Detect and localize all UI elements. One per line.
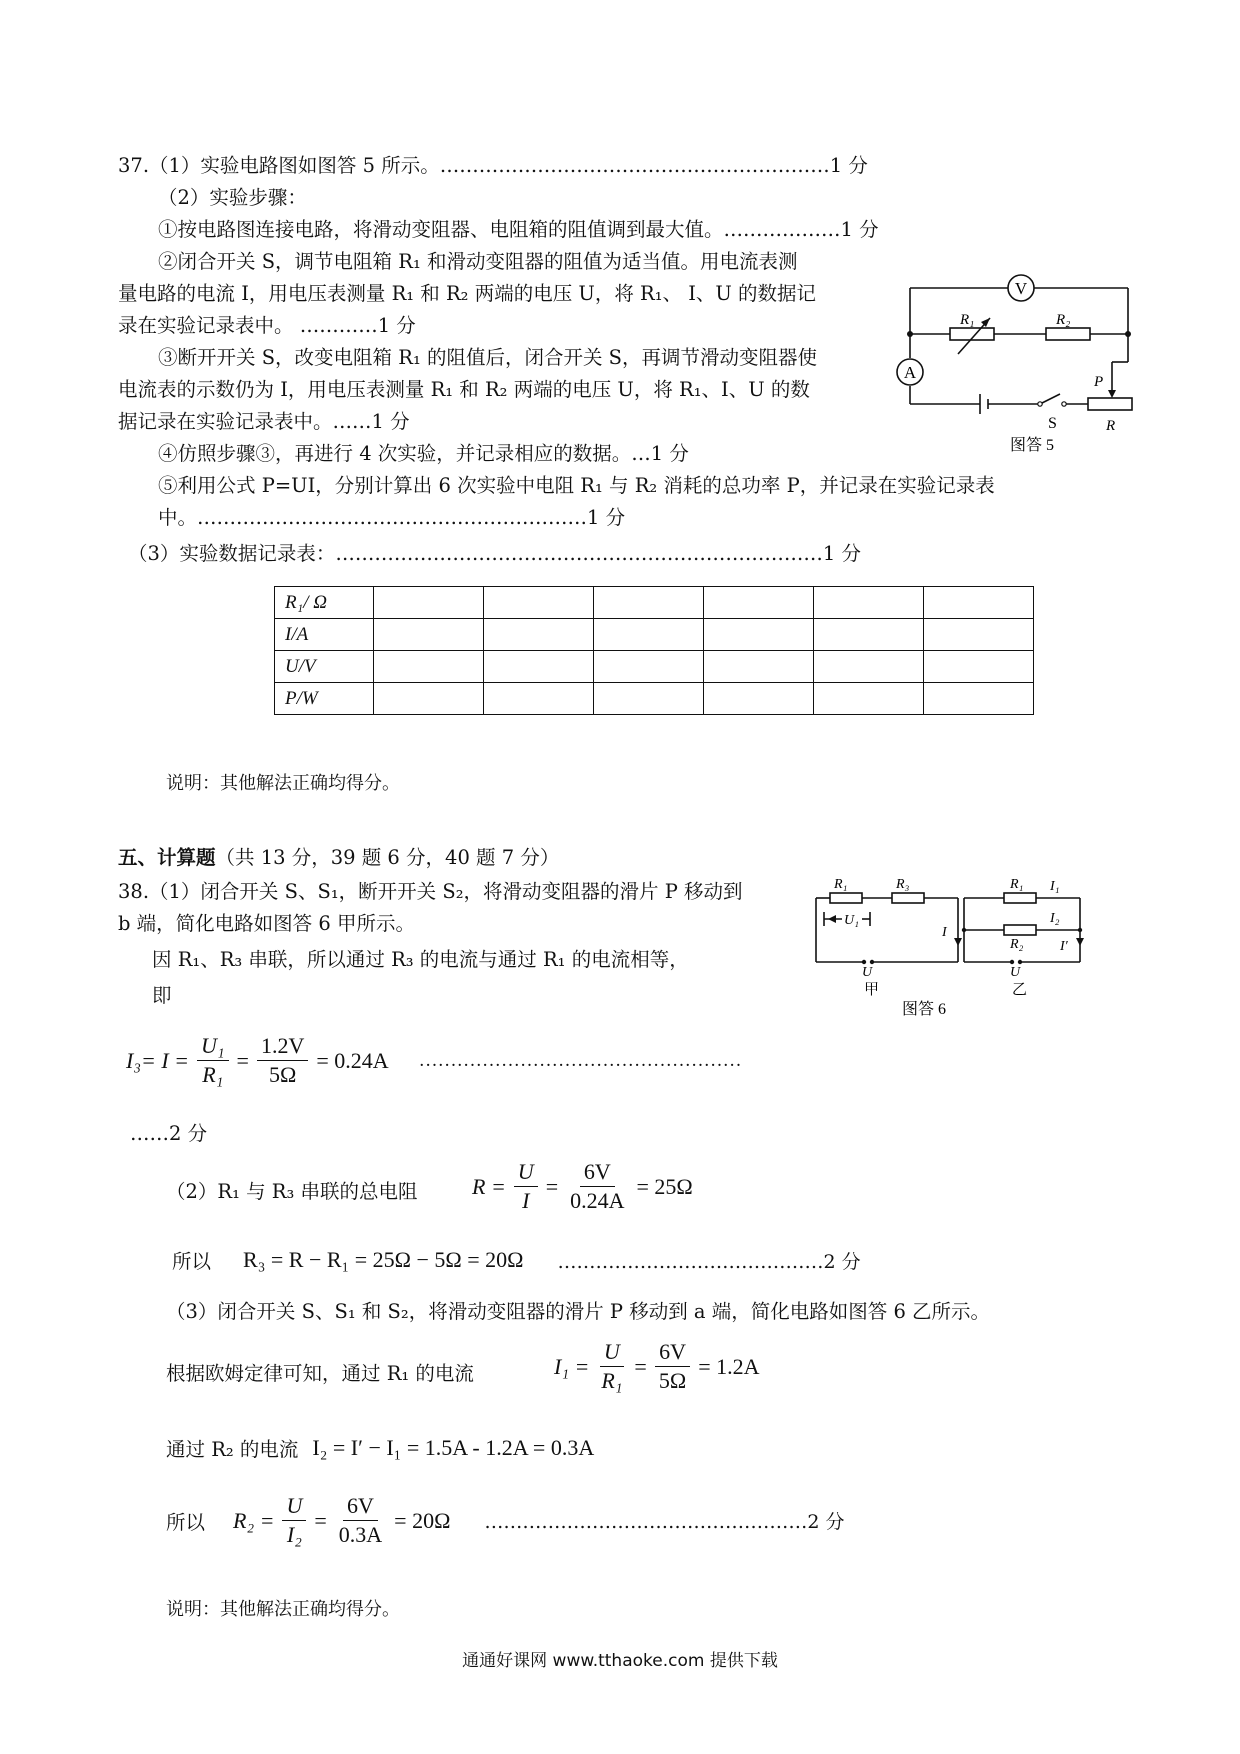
fig5-p-label: P <box>1094 374 1104 390</box>
eq1-num2: 1.2V <box>257 1032 308 1061</box>
fig6-u-label-yi: U <box>1010 965 1021 980</box>
eq1-lhs: I₃= I = <box>126 1047 189 1073</box>
q38-note: 说明：其他解法正确均得分。 <box>166 1599 400 1620</box>
fig5-s-label: S <box>1048 415 1057 432</box>
q37-step1: ①按电路图连接电路，将滑动变阻器、电阻箱的阻值调到最大值。………………1 分 <box>158 218 879 241</box>
page-footer: 通通好课网 www.tthaoke.com 提供下载 <box>462 1651 778 1671</box>
fig6-iprime-label: I′ <box>1060 939 1068 954</box>
q38-part1-line4: 即 <box>152 984 172 1007</box>
eq6-num1: U <box>282 1492 306 1521</box>
eq1-den1: R₁ <box>202 1062 224 1087</box>
table-row-label: P/W <box>275 683 374 715</box>
q38-part3: （3）闭合开关 S、S₁ 和 S₂，将滑动变阻器的滑片 P 移动到 a 端，简化电路如图答 6 乙所示。 <box>166 1300 991 1323</box>
eq6-num2: 6V <box>343 1492 378 1521</box>
eq5-text: 通过 R₂ 的电流 <box>166 1438 299 1461</box>
fig6-u1-label: U₁ <box>844 913 859 928</box>
fig6-jia-label: 甲 <box>864 982 880 998</box>
q37-step2-line1: ②闭合开关 S，调节电阻箱 R₁ 和滑动变阻器的阻值为适当值。用电流表测 <box>158 250 798 273</box>
q37-step2-line3: 录在实验记录表中。 …………1 分 <box>118 314 416 337</box>
q37-note: 说明：其他解法正确均得分。 <box>166 773 400 794</box>
eq4-result: = 1.2A <box>698 1353 760 1379</box>
q37-step3-line1: ③断开开关 S，改变电阻箱 R₁ 的阻值后，闭合开关 S，再调节滑动变阻器使 <box>158 346 818 369</box>
table-row-label: I/A <box>275 619 374 651</box>
equation-r-total: R = $\frac{U}{I}$ = $\frac{6V}{0.24A}$ = 25Ω <box>472 1159 693 1213</box>
table-row <box>275 619 1034 651</box>
fig6-i-label: I <box>942 925 947 940</box>
fig6-yi-label: 乙 <box>1012 982 1028 998</box>
eq4-den1: R₁ <box>601 1368 623 1393</box>
eq2-num2: 6V <box>580 1158 615 1187</box>
section-five-heading <box>118 842 559 874</box>
equation-i3: I₃= I = $\frac{\text{U₁}}{\text{R₁}}$ = $\frac{1.2V}{5\Omega}$ = 0.24A …………………………………………… <box>126 1033 742 1087</box>
fig5-r2-label: R₂ <box>1056 312 1071 328</box>
equation-r3 <box>172 1246 861 1274</box>
eq2-den2: 0.24A <box>570 1188 625 1213</box>
equation-r2: 所以 R₂ = $\frac{U}{\text{I₂}}$ = $\frac{6V}{0.3A}$ = 20Ω ……………………………………………2 分 <box>166 1493 845 1547</box>
eq6-prefix: 所以 <box>166 1510 206 1534</box>
fig5-r-label: R <box>1106 418 1116 434</box>
eq2-lhs: R = <box>472 1173 506 1199</box>
eq2-num1: U <box>514 1158 538 1187</box>
eq6-lhs: R₂ = <box>233 1507 275 1533</box>
eq1-result: = 0.24A <box>316 1047 389 1073</box>
q37-part1: 37.（1）实验电路图如图答 5 所示。……………………………………………………1 分 <box>118 154 868 177</box>
q37-step3-line3: 据记录在实验记录表中。……1 分 <box>118 410 410 433</box>
q37-part2-heading: （2）实验步骤： <box>158 186 307 209</box>
eq3-prefix: 所以 <box>172 1250 212 1273</box>
fig6-i1-label: I₁ <box>1050 879 1060 894</box>
eq1-den2: 5Ω <box>268 1062 297 1087</box>
eq3-body: R₃ = R − R₁ = 25Ω − 5Ω = 20Ω <box>243 1247 524 1272</box>
q38-part1-line1: 38.（1）闭合开关 S、S₁，断开开关 S₂，将滑动变阻器的滑片 P 移动到 <box>118 880 743 903</box>
eq5-body: I₂ = I′ − I₁ = 1.5A - 1.2A = 0.3A <box>312 1435 595 1460</box>
eq1-num1: U₁ <box>197 1032 229 1061</box>
table-row <box>275 587 1034 619</box>
eq4-num1: U <box>600 1338 624 1367</box>
fig6-u-label-jia: U <box>862 965 873 980</box>
section-five-points: （共 13 分，39 题 6 分，40 题 7 分） <box>215 846 560 869</box>
fig6-i2-label: I₂ <box>1050 911 1060 926</box>
eq6-den2: 0.3A <box>338 1522 383 1547</box>
q37-step2-line2: 量电路的电流 I，用电压表测量 R₁ 和 R₂ 两端的电压 U，将 R₁、 I、U 的数据记 <box>118 282 817 305</box>
eq6-result: = 20Ω <box>394 1507 451 1533</box>
fig6-r2-label: R₂ <box>1010 937 1024 952</box>
q38-part1-line3: 因 R₁、R₃ 串联，所以通过 R₃ 的电流与通过 R₁ 的电流相等， <box>152 948 689 971</box>
fig6-r1-label-yi: R₁ <box>1010 877 1024 892</box>
equation-i2 <box>166 1434 594 1462</box>
eq4-num2: 6V <box>655 1338 690 1367</box>
data-record-table <box>274 586 1034 715</box>
table-row <box>275 683 1034 715</box>
eq2-result: = 25Ω <box>636 1173 693 1199</box>
eq1-score: ……2 分 <box>130 1122 208 1145</box>
eq4-lhs: I₁ = <box>554 1353 590 1379</box>
q37-part3: （3）实验数据记录表：…………………………………………………………………1 分 <box>128 542 862 565</box>
eq2-den1: I <box>522 1188 530 1213</box>
circuit-figure-5 <box>880 262 1140 462</box>
ammeter-label: A <box>903 363 917 382</box>
eq6-score: ……………………………………………2 分 <box>484 1511 845 1533</box>
fig5-caption: 图答 5 <box>1009 437 1055 454</box>
eq1-dots: …………………………………………… <box>418 1049 742 1071</box>
equation-i1: I₁ = $\frac{U}{\text{R₁}}$ = $\frac{6V}{5\Omega}$ = 1.2A <box>554 1339 760 1393</box>
table-row-label: U/V <box>275 651 374 683</box>
fig6-r3-label: R₃ <box>896 877 910 892</box>
fig5-r1-label: R₁ <box>960 312 975 328</box>
fig6-r1-label: R₁ <box>834 877 848 892</box>
table-row <box>275 651 1034 683</box>
fig6-caption: 图答 6 <box>901 1001 947 1018</box>
voltmeter-label: V <box>1014 279 1028 298</box>
eq6-den1: I₂ <box>286 1522 302 1547</box>
q38-part1-line2: b 端，简化电路如图答 6 甲所示。 <box>118 912 415 935</box>
table-row-label: R₁/ Ω <box>275 587 374 619</box>
q38-ohm-text: 根据欧姆定律可知，通过 R₁ 的电流 <box>166 1362 474 1385</box>
q37-step4: ④仿照步骤③，再进行 4 次实验，并记录相应的数据。…1 分 <box>158 442 689 465</box>
section-five-title: 五、计算题 <box>118 846 216 869</box>
circuit-figure-6 <box>806 872 1126 1022</box>
eq3-score: ……………………………………2 分 <box>557 1250 861 1273</box>
q37-step5-line2: 中。……………………………………………………1 分 <box>158 506 626 529</box>
q38-part2-text: （2）R₁ 与 R₃ 串联的总电阻 <box>166 1180 418 1203</box>
q37-step5-line1: ⑤利用公式 P=UI，分别计算出 6 次实验中电阻 R₁ 与 R₂ 消耗的总功率 P，并记录在实验记录表 <box>158 474 995 497</box>
q37-step3-line2: 电流表的示数仍为 I，用电压表测量 R₁ 和 R₂ 两端的电压 U，将 R₁、I、U 的数 <box>118 378 810 401</box>
eq4-den2: 5Ω <box>658 1368 687 1393</box>
